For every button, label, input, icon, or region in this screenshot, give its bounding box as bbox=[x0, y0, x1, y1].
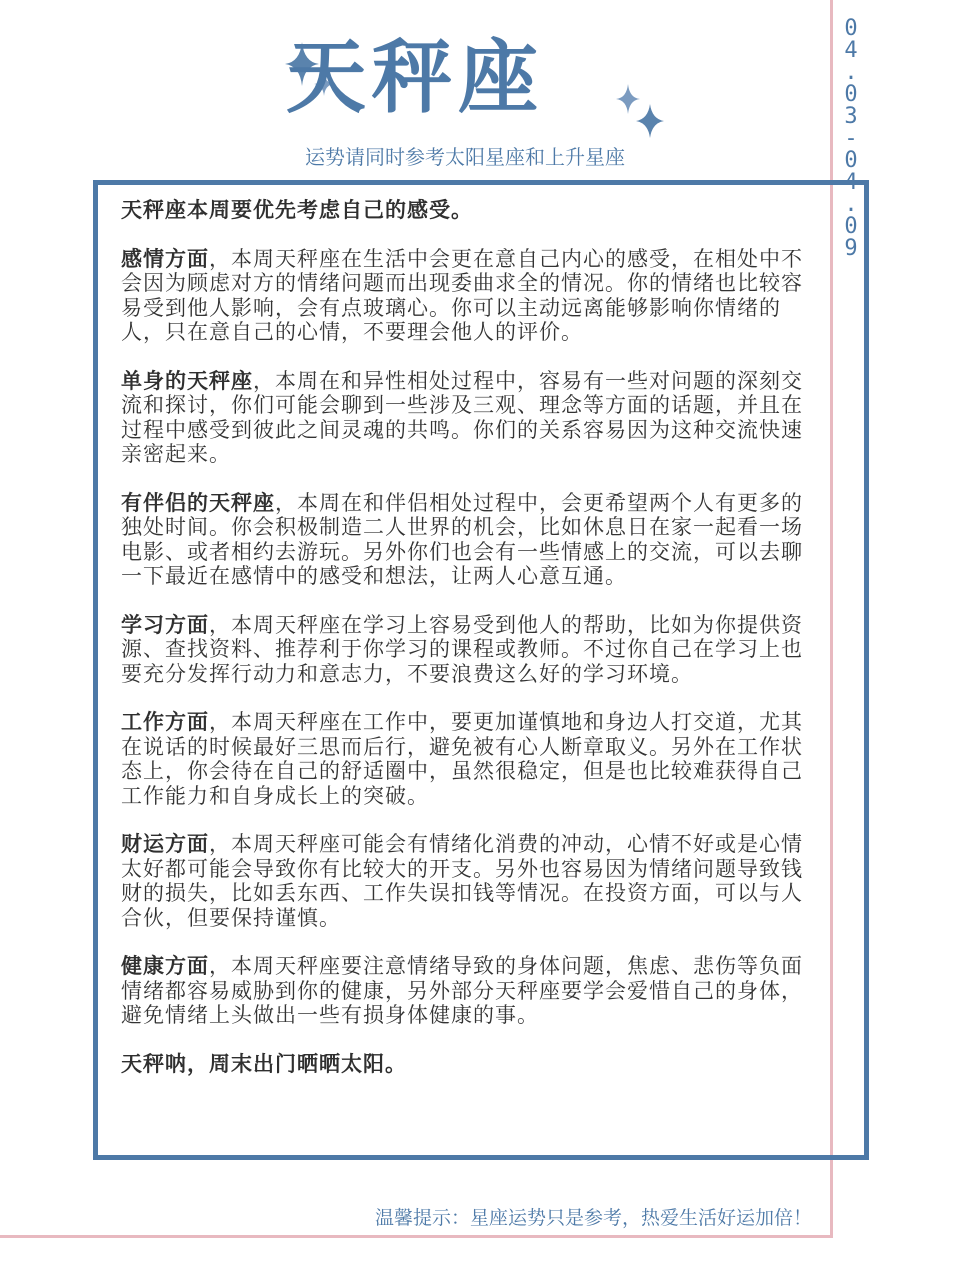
section-study bbox=[121, 613, 816, 687]
date-char: 0 bbox=[844, 82, 858, 107]
closing-line: 天秤呐，周末出门晒晒太阳。 bbox=[121, 1051, 407, 1076]
date-char: 0 bbox=[844, 148, 858, 173]
section-text: ，本周天秤座在工作中，要更加谨慎地和身边人打交道，尤其在说话的时候最好三思而后行，避免被有心人断章取义。另外在工作状态上，你会待在自己的舒适圈中，虽然很稳定，但是也比较难获得自己工作能力和自身成长上的突破。 bbox=[121, 710, 803, 808]
section-text: ，本周在和伴侣相处过程中，会更希望两个人有更多的独处时间。你会积极制造二人世界的机会，比如休息日在家一起看一场电影、或者相约去游玩。另外你们也会有一些情感上的交流，可以去聊一下最近在感情中的感受和想法，让两人心意互通。 bbox=[121, 490, 803, 588]
section-label: 单身的天秤座 bbox=[121, 368, 253, 393]
date-char: . bbox=[844, 192, 858, 217]
section-label: 有伴侣的天秤座 bbox=[121, 490, 275, 515]
section-text: ，本周天秤座在学习上容易受到他人的帮助，比如为你提供资源、查找资料、推荐利于你学习的课程或教师。不过你自己在学习上也要充分发挥行动力和意志力，不要浪费这么好的学习环境。 bbox=[121, 612, 803, 686]
section-work bbox=[121, 710, 816, 808]
section-label: 感情方面 bbox=[121, 246, 209, 271]
date-char: 9 bbox=[844, 236, 858, 261]
section-health bbox=[121, 954, 816, 1028]
date-char: 4 bbox=[844, 170, 858, 195]
section-love bbox=[121, 247, 816, 345]
section-label: 财运方面 bbox=[121, 832, 209, 856]
page-subtitle: 运势请同时参考太阳星座和上升星座 bbox=[305, 145, 625, 169]
section-label: 学习方面 bbox=[121, 612, 209, 637]
intro-line: 天秤座本周要优先考虑自己的感受。 bbox=[121, 198, 473, 222]
date-char: 0 bbox=[844, 214, 858, 239]
pink-horizontal-line bbox=[0, 1235, 833, 1238]
horoscope-content bbox=[121, 198, 816, 1100]
section-single bbox=[121, 369, 816, 467]
date-char: 4 bbox=[844, 38, 858, 63]
section-text: ，本周在和异性相处过程中，容易有一些对问题的深刻交流和探讨，你们可能会聊到一些涉及三观、理念等方面的话题，并且在过程中感受到彼此之间灵魂的共鸣。你们的关系容易因为这种交流快速亲密起来。 bbox=[121, 368, 803, 466]
section-partnered bbox=[121, 491, 816, 589]
section-label: 工作方面 bbox=[121, 710, 209, 734]
date-char: 0 bbox=[844, 16, 858, 41]
section-text: ，本周天秤座可能会有情绪化消费的冲动，心情不好或是心情太好都可能会导致你有比较大的开支。另外也容易因为情绪问题导致钱财的损失，比如丢东西、工作失误扣钱等情况。在投资方面，可以与人合伙，但要保持谨慎。 bbox=[121, 832, 803, 930]
section-text: ，本周天秤座在生活中会更在意自己内心的感受，在相处中不会因为顾虑对方的情绪问题而出现委曲求全的情况。你的情绪也比较容易受到他人影响，会有点玻璃心。你可以主动远离能够影响你情绪的人，只在意自己的心情，不要理会他人的评价。 bbox=[121, 246, 803, 344]
date-char: . bbox=[844, 60, 858, 85]
date-char: 3 bbox=[844, 104, 858, 129]
section-wealth bbox=[121, 832, 816, 930]
date-char: - bbox=[844, 126, 858, 151]
footer-tip: 温馨提示：星座运势只是参考，热爱生活好运加倍！ bbox=[374, 1207, 812, 1229]
section-label: 健康方面 bbox=[121, 954, 209, 978]
page-title: 天秤座 bbox=[286, 31, 544, 124]
section-text: ，本周天秤座要注意情绪导致的身体问题，焦虑、悲伤等负面情绪都容易威胁到你的健康，另外部分天秤座要学会爱惜自己的身体，避免情绪上头做出一些有损身体健康的事。 bbox=[121, 954, 803, 1027]
